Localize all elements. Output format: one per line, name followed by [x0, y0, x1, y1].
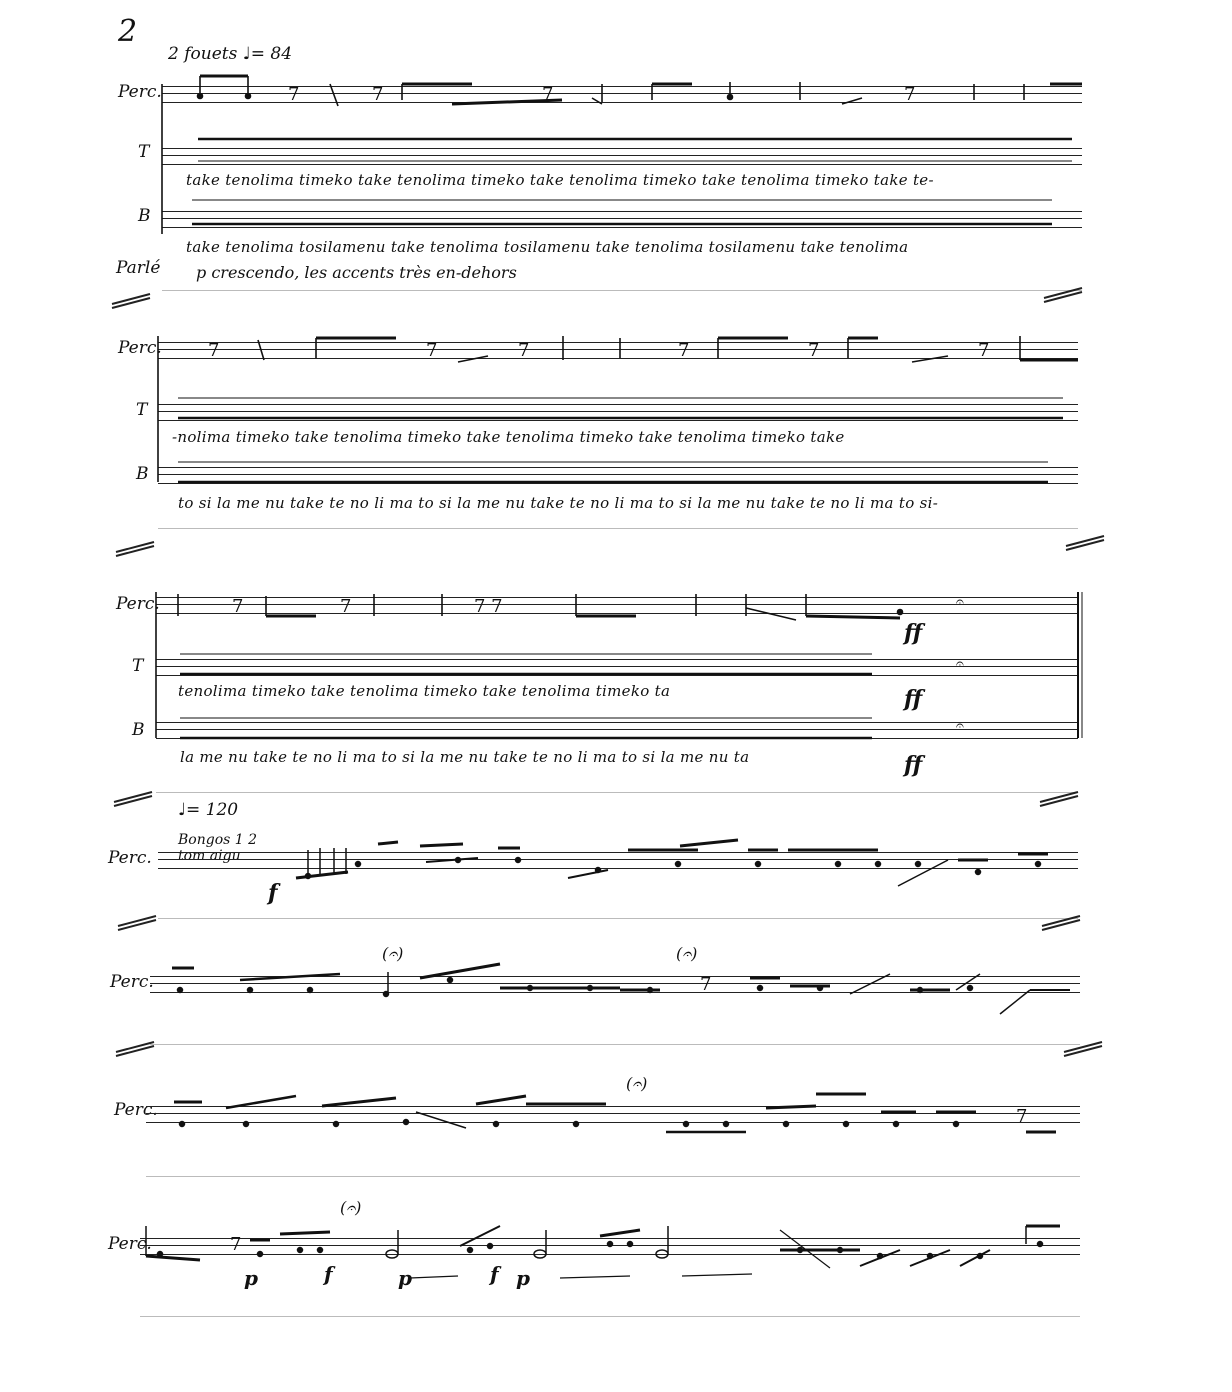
tenor-label: T — [132, 656, 144, 676]
instrument-names: Bongos 1 2 tom aigu — [178, 832, 258, 864]
fermata-marking: (𝄐) — [382, 944, 404, 963]
system-break-mark — [1066, 534, 1104, 543]
system3-notation — [156, 578, 1086, 748]
system4-notation — [158, 820, 1078, 900]
tenor-lyrics: tenolima timeko take tenolima timeko take tenolima timeko ta — [178, 682, 671, 700]
bass-lyrics: take tenolima tosilamenu take tenolima tosilamenu take tenolima tosilamenu take tenolima — [186, 238, 909, 256]
tenor-label: T — [136, 400, 148, 420]
empty-staff-line — [158, 528, 1078, 529]
system-break-mark — [116, 1040, 154, 1049]
tempo-marking: ♩= 120 — [178, 800, 239, 820]
dynamic-f: f — [490, 1262, 499, 1286]
fermata-icon: 𝄐 — [956, 718, 964, 734]
dynamic-f: f — [268, 880, 278, 906]
empty-staff-line — [140, 1316, 1080, 1317]
perc-label: Perc. — [118, 338, 162, 358]
bass-lyrics: to si la me nu take te no li ma to si la me nu take te no li ma to si la me nu take te no li ma to si- — [178, 494, 939, 512]
system7-notation — [140, 1210, 1080, 1290]
fermata-icon: 𝄐 — [956, 656, 964, 672]
bass-lyrics: la me nu take te no li ma to si la me nu take te no li ma to si la me nu ta — [180, 748, 750, 766]
bass-label: B — [132, 720, 145, 740]
system6-notation — [146, 1078, 1080, 1158]
system-break-mark — [1042, 914, 1080, 923]
svg-text:7: 7 — [230, 1234, 242, 1255]
performance-direction: p crescendo, les accents très en-dehors — [196, 263, 517, 282]
empty-staff-line — [158, 918, 1078, 919]
dynamic-ff: ff — [904, 686, 923, 712]
bass-x-noteheads — [192, 200, 1052, 224]
system-break-mark — [1044, 286, 1082, 295]
svg-text:7: 7 — [700, 974, 712, 995]
bass-label: B — [136, 464, 149, 484]
empty-staff-line — [162, 290, 1082, 291]
svg-text:7: 7 — [808, 340, 820, 361]
system-break-mark — [114, 790, 152, 799]
tenor-lyrics: take tenolima timeko take tenolima timeko take tenolima timeko take tenolima timeko take te- — [186, 171, 934, 189]
system2-notation — [158, 322, 1078, 492]
system-break-mark — [112, 292, 150, 301]
dynamic-p: p — [398, 1266, 412, 1290]
perc-label: Perc. — [108, 1234, 152, 1254]
system-break-mark — [116, 540, 154, 549]
svg-text:7: 7 — [1016, 1106, 1028, 1127]
svg-text:7: 7 — [426, 340, 438, 361]
svg-text:7: 7 — [978, 340, 990, 361]
empty-staff-line — [150, 1044, 1080, 1045]
dynamic-p: p — [516, 1266, 530, 1290]
svg-text:7: 7 — [678, 340, 690, 361]
svg-text:7: 7 — [542, 84, 554, 105]
svg-text:7 7: 7 7 — [474, 596, 503, 617]
system-break-mark — [118, 914, 156, 923]
bass-label: B — [138, 206, 151, 226]
svg-text:7: 7 — [904, 84, 916, 105]
svg-text:7: 7 — [208, 340, 220, 361]
dynamic-p: p — [244, 1266, 258, 1290]
svg-text:7: 7 — [340, 596, 352, 617]
fermata-icon: 𝄐 — [956, 594, 964, 610]
perc-label: Perc. — [110, 972, 154, 992]
fermata-marking: (𝄐) — [626, 1074, 648, 1093]
empty-staff-line — [146, 1176, 1080, 1177]
dynamic-f: f — [324, 1262, 333, 1286]
system5-notation — [150, 950, 1080, 1030]
system1-notation — [162, 64, 1082, 244]
system-break-mark — [1064, 1040, 1102, 1049]
parle-label: Parlé — [116, 258, 161, 278]
svg-text:7: 7 — [232, 596, 244, 617]
dynamic-ff: ff — [904, 620, 923, 646]
dynamic-ff: ff — [904, 752, 923, 778]
tenor-x-noteheads — [198, 139, 1072, 161]
perc-label: Perc. — [116, 594, 160, 614]
svg-text:7: 7 — [288, 84, 300, 105]
tempo-marking: 2 fouets ♩= 84 — [168, 44, 293, 64]
perc-label: Perc. — [114, 1100, 158, 1120]
system-break-mark — [1040, 790, 1078, 799]
tenor-label: T — [138, 142, 150, 162]
hairpins — [410, 1274, 752, 1278]
svg-text:7: 7 — [372, 84, 384, 105]
tenor-lyrics: -nolima timeko take tenolima timeko take tenolima timeko take tenolima timeko take — [172, 428, 845, 446]
empty-staff-line — [156, 792, 1078, 793]
perc-label: Perc. — [108, 848, 152, 868]
page-number: 2 — [118, 14, 138, 49]
fermata-marking: (𝄐) — [340, 1198, 362, 1217]
perc-label: Perc. — [118, 82, 162, 102]
fermata-marking: (𝄐) — [676, 944, 698, 963]
svg-text:7: 7 — [518, 340, 530, 361]
